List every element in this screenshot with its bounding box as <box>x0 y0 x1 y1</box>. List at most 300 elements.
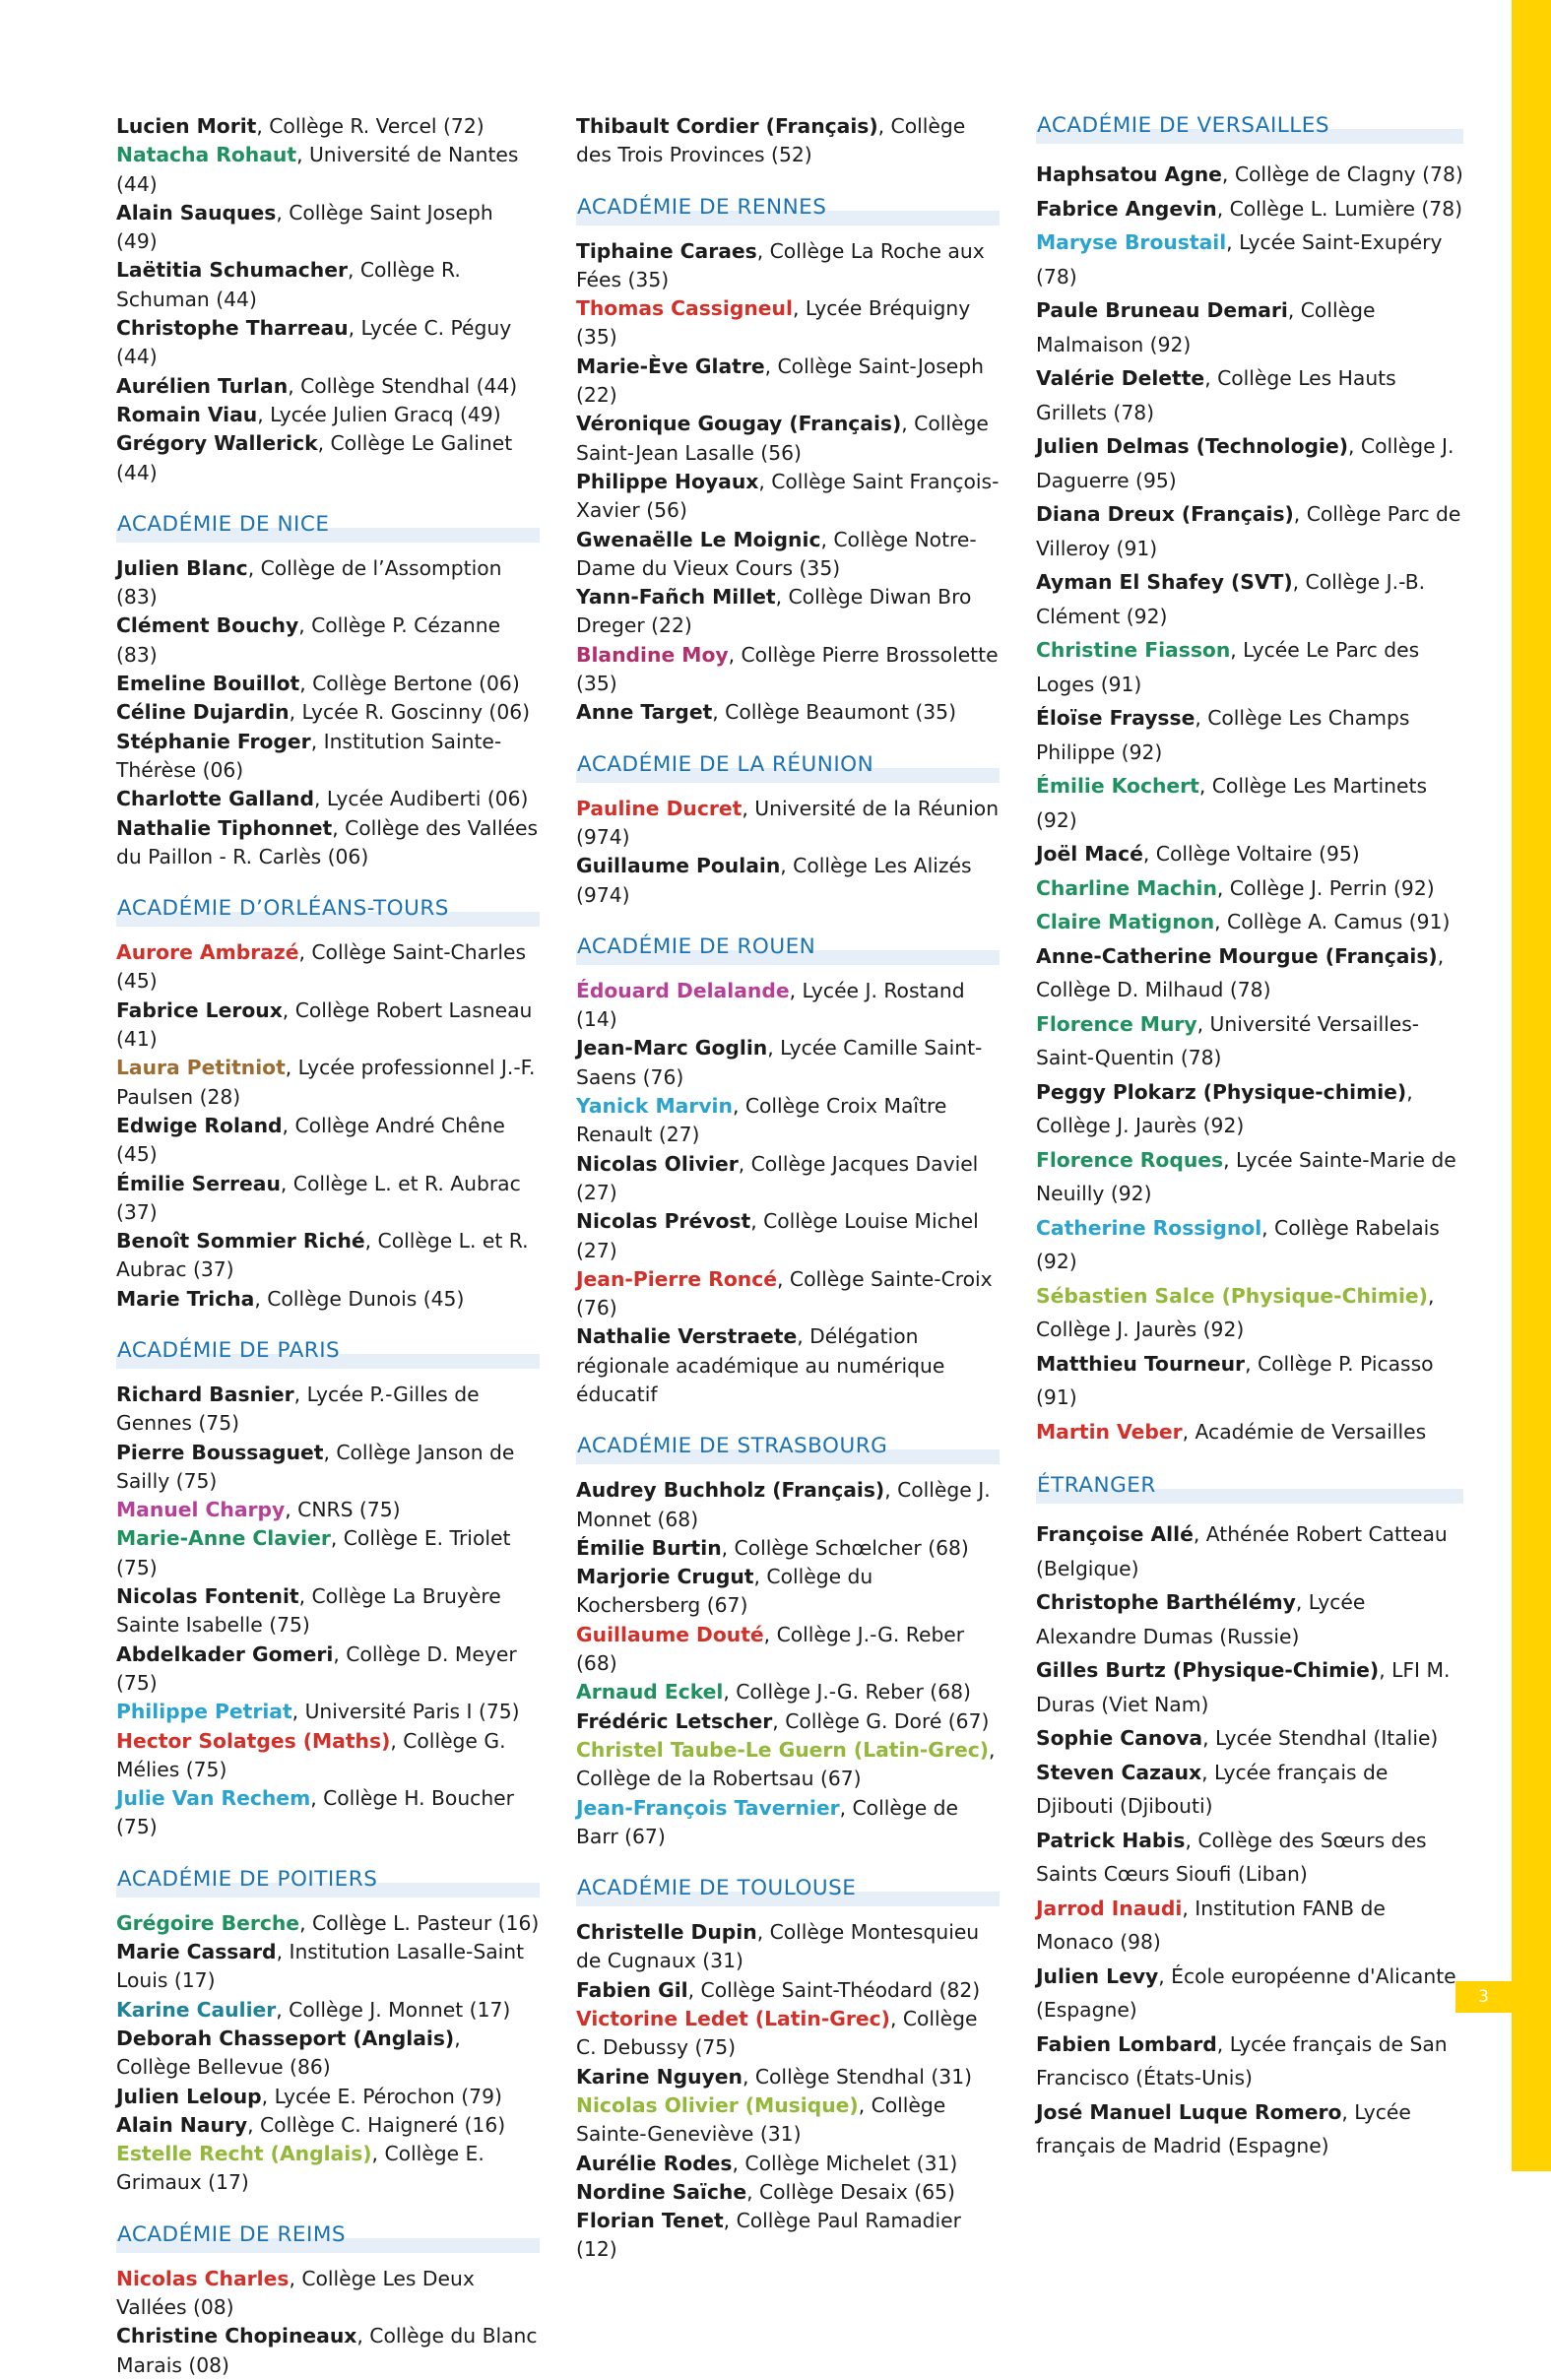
contributor-affiliation: , Collège Bertone (06) <box>299 672 520 696</box>
contributor-entry <box>116 2140 540 2198</box>
contributor-affiliation: , Lycée J. Rostand (14) <box>576 978 965 1032</box>
contributor-name: Fabien Gil <box>576 1977 688 2002</box>
contributor-affiliation: , Lycée français de San Francisco (États-Unis) <box>1036 2031 1448 2090</box>
contributor-affiliation: , Athénée Robert Catteau (Belgique) <box>1036 1522 1448 1580</box>
contributor-entry <box>576 2207 1000 2265</box>
contributor-affiliation: , Collège Sainte-Croix (76) <box>576 1266 993 1320</box>
contributor-affiliation: , Institution Sainte-Thérèse (06) <box>116 729 502 782</box>
contributor-affiliation: , Collège H. Boucher (75) <box>116 1786 514 1839</box>
contributor-name: Véronique Gougay (Français) <box>576 412 902 436</box>
contributor-name: Céline Dujardin <box>116 700 290 725</box>
contributor-name: Charline Machin <box>1036 875 1217 900</box>
contributor-entry <box>1036 565 1463 633</box>
contributor-affiliation: , Collège E. Grimaux (17) <box>116 2142 485 2195</box>
contributor-name: Steven Cazaux <box>1036 1760 1202 1784</box>
contributor-name: Marie-Ève Glatre <box>576 354 765 378</box>
contributor-name: Julien Delmas (Technologie) <box>1036 434 1349 458</box>
contributor-entry <box>576 1621 1000 1679</box>
academy-heading: ACADÉMIE DE POITIERS <box>116 1866 540 1894</box>
contributor-entry <box>116 1938 540 1996</box>
contributor-affiliation: , Lycée R. Goscinny (06) <box>289 700 531 725</box>
contributor-affiliation: , Collège de Barr (67) <box>576 1795 958 1848</box>
contributor-entry <box>1036 497 1463 565</box>
contributor-affiliation: , Collège Montesquieu de Cugnaux (31) <box>576 1920 980 1973</box>
contributor-entry <box>576 2063 1000 2091</box>
contributor-entry <box>576 1678 1000 1706</box>
contributor-name: Benoît Sommier Riché <box>116 1229 365 1254</box>
contributor-name: Grégoire Berche <box>116 1910 300 1935</box>
contributor-entry <box>576 1976 1000 2005</box>
contributor-name: Florence Roques <box>1036 1147 1224 1172</box>
contributor-name: Joël Macé <box>1036 842 1143 866</box>
contributor-affiliation: , Collège de Clagny (78) <box>1221 162 1463 186</box>
academy-heading: ACADÉMIE DE LA RÉUNION <box>576 751 1000 779</box>
contributor-name: Stéphanie Froger <box>116 729 311 753</box>
contributor-affiliation: , Collège Stendhal (31) <box>742 2064 973 2089</box>
contributor-name: Fabrice Angevin <box>1036 196 1217 221</box>
academy-heading: ACADÉMIE DE STRASBOURG <box>576 1433 1000 1460</box>
contributor-entry <box>1036 1756 1463 1824</box>
contributor-name: Edwige Roland <box>116 1113 283 1137</box>
contributor-entry <box>1036 192 1463 226</box>
contributor-affiliation: , Institution FANB de Monaco (98) <box>1036 1896 1386 1954</box>
contributor-entry <box>116 1784 540 1842</box>
contributor-affiliation: , Collège Les Deux Vallées (08) <box>116 2266 475 2319</box>
contributor-entry <box>1036 429 1463 497</box>
contributor-name: Audrey Buchholz (Français) <box>576 1478 885 1503</box>
contributor-affiliation: , Lycée Saint-Exupéry (78) <box>1036 230 1443 289</box>
contributor-affiliation: , Collège J. Daguerre (95) <box>1036 434 1454 492</box>
contributor-entry <box>576 1265 1000 1323</box>
contributor-affiliation: , Université de la Réunion (974) <box>576 796 1000 849</box>
contributor-affiliation: , Collège J. Monnet (68) <box>576 1478 991 1531</box>
contributor-entry <box>116 1640 540 1699</box>
academy-heading: ACADÉMIE DE NICE <box>116 511 540 539</box>
contributor-affiliation: , Collège Desaix (65) <box>746 2179 955 2204</box>
contributor-affiliation: , Collège L. Lumière (78) <box>1216 196 1463 221</box>
contributor-affiliation: , Collège J.-B. Clément (92) <box>1036 570 1426 628</box>
contributor-affiliation: , Collège Malmaison (92) <box>1036 298 1376 356</box>
contributor-name: Alain Sauques <box>116 200 277 225</box>
contributor-affiliation: , Collège C. Debussy (75) <box>576 2007 978 2060</box>
contributor-name: José Manuel Luque Romero <box>1036 2099 1342 2124</box>
contributor-entry <box>116 728 540 786</box>
contributor-entry <box>576 698 1000 727</box>
contributor-name: Charlotte Galland <box>116 787 314 811</box>
contributor-name: Richard Basnier <box>116 1382 294 1406</box>
contributor-name: Marie-Anne Clavier <box>116 1526 331 1551</box>
academy-heading: ACADÉMIE DE VERSAILLES <box>1036 112 1463 140</box>
contributor-entry <box>576 1563 1000 1621</box>
contributor-name: Christelle Dupin <box>576 1920 757 1945</box>
academy-heading: ACADÉMIE DE ROUEN <box>576 933 1000 961</box>
contributor-entry <box>116 141 540 199</box>
contributor-affiliation: , Collège Diwan Bro Dreger (22) <box>576 585 972 638</box>
contributor-name: Clément Bouchy <box>116 613 299 638</box>
contributor-name: Florence Mury <box>1036 1011 1197 1036</box>
contributor-name: Guillaume Douté <box>576 1622 764 1646</box>
contributor-affiliation: , Collège Les Hauts Grillets (78) <box>1036 366 1396 424</box>
contributor-entry <box>1036 837 1463 871</box>
contributor-entry <box>1036 701 1463 769</box>
contributor-entry <box>1036 2027 1463 2095</box>
contributor-name: Hector Solatges (Maths) <box>116 1728 391 1753</box>
contributor-name: Fabrice Leroux <box>116 997 283 1022</box>
contributor-name: Grégory Wallerick <box>116 431 318 456</box>
contributor-affiliation: , Collège de l’Assomption (83) <box>116 555 502 610</box>
contributor-name: Tiphaine Caraes <box>576 238 757 263</box>
contributor-affiliation: , Collège Parc de Villeroy (91) <box>1036 502 1461 560</box>
contributor-entry <box>116 1996 540 2025</box>
contributor-entry <box>1036 1960 1463 2027</box>
contributor-name: Jarrod Inaudi <box>1036 1896 1183 1920</box>
contributor-entry <box>1036 2095 1463 2163</box>
contributor-entry <box>116 401 540 429</box>
contributor-affiliation: , Collège Les Alizés (974) <box>576 854 972 907</box>
contributor-entry <box>116 1112 540 1170</box>
contributor-name: Aurore Ambrazé <box>116 940 299 965</box>
contributor-name: Claire Matignon <box>1036 910 1215 933</box>
contributor-affiliation: , Collège des Vallées du Paillon - R. Carlès (06) <box>116 815 539 868</box>
contributor-affiliation: , Collège Saint François-Xavier (56) <box>576 469 1000 523</box>
contributor-entry <box>576 641 1000 699</box>
contributor-affiliation: , Collège J. Perrin (92) <box>1216 875 1435 900</box>
contributor-affiliation: , Collège Pierre Brossolette (35) <box>576 642 999 696</box>
contributor-entry <box>116 2025 540 2083</box>
contributor-affiliation: , Lycée Le Parc des Loges (91) <box>1036 638 1420 696</box>
column-2 <box>576 112 1000 2265</box>
contributor-name: Emeline Bouillot <box>116 672 300 696</box>
contributor-entry <box>116 1285 540 1314</box>
contributor-entry <box>576 583 1000 641</box>
academy-heading: ACADÉMIE DE RENNES <box>576 194 1000 222</box>
contributor-name: Émilie Burtin <box>576 1535 722 1560</box>
contributor-entry <box>1036 905 1463 939</box>
contributor-entry <box>576 795 1000 853</box>
contributor-affiliation: , LFI M. Duras (Viet Nam) <box>1036 1658 1451 1716</box>
contributor-affiliation: , Collège Saint-Théodard (82) <box>687 1977 981 2002</box>
contributor-name: Yann-Fañch Millet <box>576 585 776 610</box>
contributor-name: Deborah Chasseport (Anglais) <box>116 2026 455 2050</box>
contributor-name: Françoise Allé <box>1036 1522 1194 1546</box>
contributor-entry <box>1036 1415 1463 1449</box>
contributor-entry <box>1036 1892 1463 1960</box>
contributor-affiliation: , Collège Notre-Dame du Vieux Cours (35) <box>576 527 977 580</box>
contributor-name: Marie Cassard <box>116 1940 277 1964</box>
contributor-entry <box>1036 871 1463 906</box>
contributor-name: Maryse Broustail <box>1036 230 1227 254</box>
contributor-entry <box>576 2005 1000 2063</box>
contributor-affiliation: , Collège Saint-Joseph (22) <box>576 354 984 408</box>
contributor-affiliation: , Collège Voltaire (95) <box>1142 842 1360 866</box>
contributor-entry <box>116 554 540 612</box>
contributor-affiliation: , Collège Saint Joseph (49) <box>116 200 493 254</box>
contributor-name: Frédéric Letscher <box>576 1708 773 1733</box>
contributor-name: Florian Tenet <box>576 2209 724 2233</box>
page-number: 3 <box>1455 1981 1512 2013</box>
academy-heading: ACADÉMIE DE TOULOUSE <box>576 1875 1000 1902</box>
contributor-affiliation: , Lycée français de Madrid (Espagne) <box>1036 2099 1411 2157</box>
contributor-affiliation: , Lycée Audiberti (06) <box>313 787 529 811</box>
contributor-name: Fabien Lombard <box>1036 2031 1217 2056</box>
contributor-name: Ayman El Shafey (SVT) <box>1036 570 1293 594</box>
contributor-entry <box>116 1727 540 1785</box>
contributor-name: Christine Fiasson <box>1036 638 1231 662</box>
contributor-entry <box>116 1054 540 1112</box>
contributor-affiliation: , Collège Paul Ramadier (12) <box>576 2209 961 2262</box>
contributor-entry <box>1036 1211 1463 1279</box>
contributor-entry <box>1036 1824 1463 1892</box>
contributor-entry <box>1036 1653 1463 1721</box>
contributor-name: Paule Bruneau Demari <box>1036 298 1288 322</box>
contributor-affiliation: , Collège J.-G. Reber (68) <box>723 1680 971 1705</box>
contributor-name: Émilie Serreau <box>116 1171 281 1195</box>
contributor-name: Karine Nguyen <box>576 2064 743 2089</box>
contributor-name: Sébastien Salce (Physique-Chimie) <box>1036 1283 1428 1308</box>
contributor-entry <box>576 1034 1000 1092</box>
contributor-name: Sophie Canova <box>1036 1726 1203 1750</box>
contributor-name: Pierre Boussaguet <box>116 1440 324 1464</box>
contributor-name: Aurélien Turlan <box>116 373 289 398</box>
contributor-name: Blandine Moy <box>576 642 729 667</box>
contributor-entry <box>116 2111 540 2140</box>
contributor-entry <box>116 1381 540 1439</box>
contributor-name: Laura Petitniot <box>116 1056 286 1080</box>
academy-heading: ACADÉMIE DE PARIS <box>116 1337 540 1365</box>
column-1 <box>116 112 540 2380</box>
contributor-affiliation: , Collège Sainte-Geneviève (31) <box>576 2092 946 2147</box>
contributor-name: Abdelkader Gomeri <box>116 1641 334 1666</box>
contributor-entry <box>116 938 540 997</box>
contributor-entry <box>116 199 540 257</box>
contributor-affiliation: , Collège L. et R. Aubrac (37) <box>116 1171 521 1224</box>
contributor-entry <box>1036 361 1463 429</box>
contributor-name: Victorine Ledet (Latin-Grec) <box>576 2007 890 2031</box>
contributor-affiliation: , Collège Dunois (45) <box>254 1286 465 1311</box>
contributor-entry <box>576 1322 1000 1409</box>
contributor-entry <box>116 256 540 314</box>
contributor-name: Nicolas Charles <box>116 2266 290 2290</box>
contributor-name: Laëtitia Schumacher <box>116 258 348 283</box>
contributor-entry <box>1036 1517 1463 1585</box>
contributor-name: Karine Caulier <box>116 1997 277 2022</box>
contributor-name: Natacha Rohaut <box>116 143 297 167</box>
contributor-entry <box>116 1439 540 1497</box>
contributor-entry <box>576 1736 1000 1794</box>
contributor-affiliation: , Collège La Roche aux Fées (35) <box>576 238 985 291</box>
academy-heading: ACADÉMIE D’ORLÉANS-TOURS <box>116 895 540 923</box>
contributor-affiliation: , Collège J. Jaurès (92) <box>1036 1079 1413 1137</box>
contributor-name: Gwenaëlle Le Moignic <box>576 527 821 551</box>
contributor-entry <box>116 1227 540 1285</box>
contributor-name: Thomas Cassigneul <box>576 296 793 321</box>
contributor-name: Valérie Delette <box>1036 366 1205 390</box>
contributor-entry <box>116 314 540 372</box>
contributor-affiliation: , Collège P. Picasso (91) <box>1036 1351 1434 1409</box>
contributor-entry <box>116 429 540 487</box>
contributor-name: Nicolas Olivier (Musique) <box>576 2092 859 2117</box>
contributor-name: Philippe Hoyaux <box>576 469 759 493</box>
contributor-name: Estelle Recht (Anglais) <box>116 2142 372 2166</box>
contributor-affiliation: , Lycée français de Djibouti (Djibouti) <box>1036 1760 1389 1818</box>
contributor-affiliation: , Collège Jacques Daviel (27) <box>576 1151 979 1204</box>
contributor-entry <box>576 468 1000 526</box>
contributor-name: Patrick Habis <box>1036 1828 1186 1852</box>
contributor-entry <box>576 2178 1000 2207</box>
contributor-name: Romain Viau <box>116 402 258 426</box>
contributor-entry <box>1036 1279 1463 1347</box>
contributor-entry <box>116 2322 540 2380</box>
contributor-affiliation: , Collège J.-G. Reber (68) <box>576 1622 965 1676</box>
contributor-affiliation: , Collège Bellevue (86) <box>116 2026 461 2080</box>
contributor-affiliation: , Collège La Bruyère Sainte Isabelle (75) <box>116 1584 501 1638</box>
contributor-name: Julie Van Rechem <box>116 1786 311 1811</box>
contributor-affiliation: , Collège Schœlcher (68) <box>721 1535 969 1560</box>
contributor-name: Émilie Kochert <box>1036 774 1199 798</box>
contributor-entry <box>116 698 540 727</box>
contributor-name: Matthieu Tourneur <box>1036 1351 1246 1376</box>
contributor-affiliation: , École européenne d'Alicante (Espagne) <box>1036 1963 1456 2022</box>
contributor-affiliation: , Collège L. et R. Aubrac (37) <box>116 1229 529 1282</box>
contributor-affiliation: , Collège E. Triolet (75) <box>116 1526 511 1579</box>
contributor-name: Haphsatou Agne <box>1036 162 1222 186</box>
contributor-entry <box>1036 1721 1463 1756</box>
contributor-name: Philippe Petriat <box>116 1700 292 1724</box>
contributor-name: Nathalie Verstraete <box>576 1324 798 1349</box>
contributor-affiliation: , Collège R. Vercel (72) <box>256 114 485 138</box>
contributor-entry <box>576 410 1000 468</box>
contributor-name: Nicolas Olivier <box>576 1151 739 1176</box>
contributor-entry <box>576 977 1000 1035</box>
contributor-entry <box>116 2083 540 2111</box>
contributor-affiliation: , Collège G. Mélies (75) <box>116 1728 506 1781</box>
contributor-affiliation: , Collège G. Doré (67) <box>772 1708 990 1733</box>
contributor-affiliation: , Université Versailles-Saint-Quentin (78) <box>1036 1011 1420 1069</box>
contributor-entry <box>116 1170 540 1228</box>
contributor-affiliation: , Collège Stendhal (44) <box>288 373 518 398</box>
contributor-affiliation: , Collège Croix Maître Renault (27) <box>576 1094 947 1147</box>
contributor-name: Éloïse Fraysse <box>1036 706 1196 730</box>
contributor-entry <box>116 1524 540 1582</box>
contributor-entry <box>576 2091 1000 2150</box>
contributor-affiliation: , Délégation régionale académique au numérique éducatif <box>576 1324 945 1406</box>
contributor-affiliation: , Lycée professionnel J.-F. Paulsen (28) <box>116 1056 536 1109</box>
academy-heading: ÉTRANGER <box>1036 1472 1463 1500</box>
contributor-affiliation: , Collège Louise Michel (27) <box>576 1209 979 1262</box>
contributor-name: Martin Veber <box>1036 1419 1183 1444</box>
contributor-name: Anne Target <box>576 700 713 725</box>
contributor-name: Marie Tricha <box>116 1286 255 1311</box>
contributor-name: Arnaud Eckel <box>576 1680 724 1705</box>
contributor-name: Thibault Cordier (Français) <box>576 114 878 138</box>
contributor-affiliation: , Collège Rabelais (92) <box>1036 1215 1440 1273</box>
contributor-affiliation: , Collège L. Pasteur (16) <box>299 1910 540 1935</box>
contributor-name: Christel Taube-Le Guern (Latin-Grec) <box>576 1737 990 1762</box>
contributor-affiliation: , Collège J. Jaurès (92) <box>1036 1283 1435 1341</box>
contributor-affiliation: , Lycée C. Péguy (44) <box>116 316 512 369</box>
contributor-affiliation: , Lycée Stendhal (Italie) <box>1202 1726 1439 1750</box>
contributor-name: Aurélie Rodes <box>576 2151 733 2175</box>
contributor-entry <box>1036 769 1463 837</box>
contributor-affiliation: , Lycée Camille Saint-Saens (76) <box>576 1036 983 1089</box>
contributor-name: Yanick Marvin <box>576 1094 733 1119</box>
contributor-affiliation: , Lycée E. Pérochon (79) <box>261 2084 502 2108</box>
contributor-affiliation: , Collège du Kochersberg (67) <box>576 1565 873 1618</box>
contributor-entry <box>576 1092 1000 1150</box>
contributor-affiliation: , Collège C. Haigneré (16) <box>247 2112 506 2137</box>
contributor-affiliation: , Collège Janson de Sailly (75) <box>116 1440 515 1493</box>
contributor-affiliation: , CNRS (75) <box>285 1498 401 1522</box>
contributor-name: Nordine Saïche <box>576 2179 747 2204</box>
contributor-name: Édouard Delalande <box>576 978 790 1002</box>
contributor-entry <box>576 1794 1000 1852</box>
contributor-entry <box>1036 1075 1463 1143</box>
contributor-affiliation: , Collège du Blanc Marais (08) <box>116 2324 538 2377</box>
contributor-name: Jean-Marc Goglin <box>576 1036 768 1061</box>
contributor-affiliation: , Collège D. Meyer (75) <box>116 1641 517 1695</box>
contributor-affiliation: , Collège de la Robertsau (67) <box>576 1737 996 1791</box>
contributor-name: Guillaume Poulain <box>576 854 781 878</box>
contributor-entry <box>576 1476 1000 1534</box>
contributor-entry <box>1036 633 1463 701</box>
contributor-affiliation: , Lycée Sainte-Marie de Neuilly (92) <box>1036 1147 1456 1205</box>
contributor-name: Gilles Burtz (Physique-Chimie) <box>1036 1658 1380 1682</box>
contributor-affiliation: , Collège Michelet (31) <box>732 2151 958 2175</box>
contributor-entry <box>116 785 540 813</box>
contributor-affiliation: , Collège des Trois Provinces (52) <box>576 114 966 167</box>
contributor-name: Lucien Morit <box>116 114 257 138</box>
contributor-entry <box>576 1707 1000 1736</box>
contributor-affiliation: , Lycée Bréquigny (35) <box>576 296 971 350</box>
contributor-entry <box>576 294 1000 353</box>
contributor-entry <box>576 112 1000 170</box>
contributor-name: Christine Chopineaux <box>116 2324 357 2348</box>
contributor-affiliation: , Institution Lasalle-Saint Louis (17) <box>116 1940 525 1993</box>
contributor-entry <box>116 1582 540 1640</box>
column-3 <box>1036 112 1463 2163</box>
contributor-entry <box>116 814 540 872</box>
contributor-entry <box>576 1207 1000 1265</box>
contributor-entry <box>116 112 540 141</box>
contributor-name: Julien Leloup <box>116 2084 262 2108</box>
contributor-name: Jean-Pierre Roncé <box>576 1266 778 1291</box>
contributor-name: Nathalie Tiphonnet <box>116 815 333 840</box>
contributor-name: Anne-Catherine Mourgue (Français) <box>1036 943 1438 968</box>
contributor-affiliation: , Lycée Julien Gracq (49) <box>257 402 501 426</box>
contributor-entry <box>1036 1007 1463 1075</box>
contributor-entry <box>576 1150 1000 1208</box>
contributor-entry <box>576 1918 1000 1976</box>
contributor-entry <box>116 670 540 698</box>
contributor-affiliation: , Collège R. Schuman (44) <box>116 258 461 311</box>
contributor-name: Christophe Tharreau <box>116 316 349 341</box>
contributor-entry <box>1036 225 1463 293</box>
contributor-entry <box>116 1698 540 1726</box>
contributor-affiliation: , Lycée P.-Gilles de Gennes (75) <box>116 1382 480 1436</box>
contributor-name: Julien Levy <box>1036 1963 1159 1988</box>
contributor-name: Alain Naury <box>116 2112 248 2137</box>
contributor-affiliation: , Collège P. Cézanne (83) <box>116 613 501 667</box>
contributor-entry <box>1036 1585 1463 1653</box>
contributor-affiliation: , Collège D. Milhaud (78) <box>1036 943 1445 1001</box>
contributor-affiliation: , Collège Les Martinets (92) <box>1036 774 1428 832</box>
contributor-name: Nicolas Prévost <box>576 1209 751 1234</box>
contributor-entry <box>116 1909 540 1938</box>
contributor-entry <box>576 237 1000 295</box>
contributor-entry <box>576 353 1000 411</box>
contributor-affiliation: , Université de Nantes (44) <box>116 143 519 196</box>
contributor-entry <box>1036 939 1463 1007</box>
